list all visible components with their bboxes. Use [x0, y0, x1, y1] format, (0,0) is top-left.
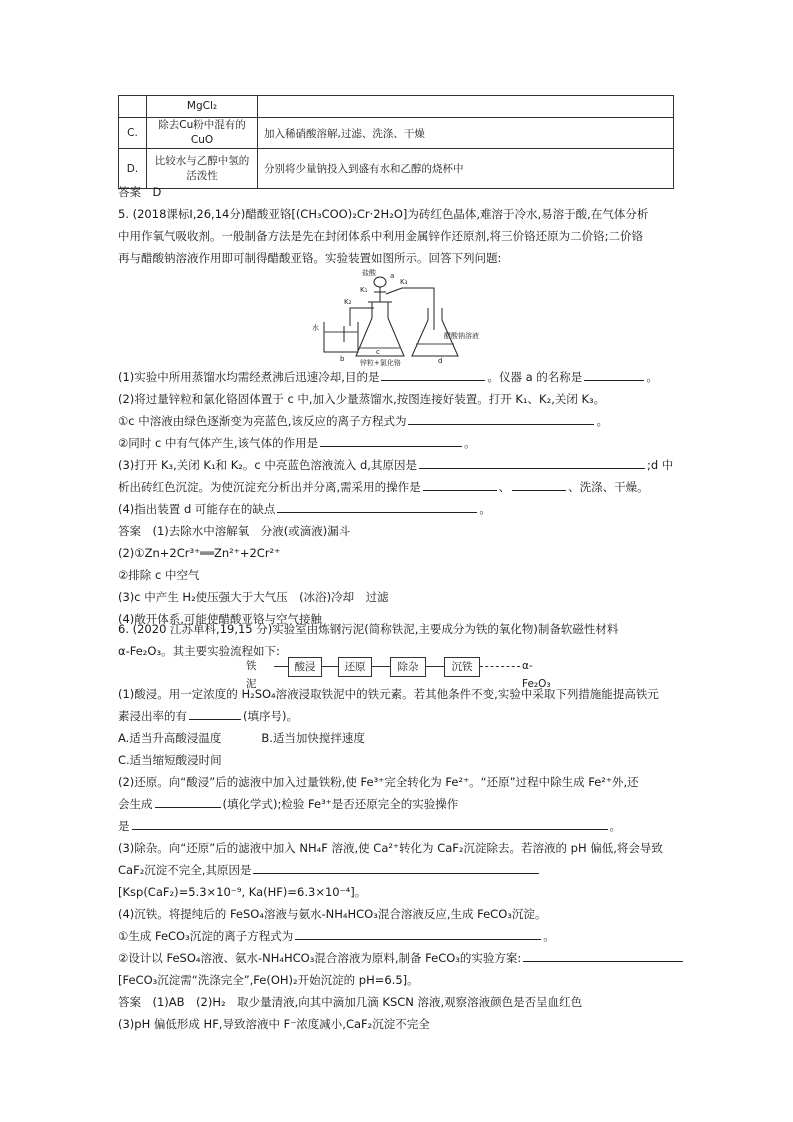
flow-step-reduce: 还原 [338, 657, 372, 677]
fig-label-naac: 醋酸钠溶液 [444, 332, 479, 340]
q6-answer-1: 答案 (1)AB (2)H₂ 取少量清液,向其中滴加几滴 KSCN 溶液,观察溶液颜色是否呈血红色 [118, 995, 583, 1009]
flow-start: 铁泥 [246, 660, 257, 690]
flow-arrow [274, 666, 288, 667]
option-c: C.适当缩短酸浸时间 [118, 753, 222, 767]
q6-part4-ii: ②设计以 FeSO₄溶液、氨水-NH₄HCO₃混合溶液为原料,制备 FeCO₃的实验方案: [118, 947, 685, 969]
option-task: 比较水与乙醇中氢的活泼性 [147, 149, 258, 189]
q6-stem-line1: 6. (2020 江苏单科,19,15 分)实验室由炼钢污泥(简称铁泥,主要成分为铁的氧化物)制备软磁性材料 [118, 622, 619, 636]
fig-label-k2: K₂ [344, 298, 352, 306]
q4-answer: 答案 D [118, 185, 162, 199]
q5-part3: (3)打开 K₃,关闭 K₁和 K₂。c 中亮蓝色溶液流入 d,其原因是 ;d 中 [118, 454, 673, 476]
q6-part4-ii-cont: [FeCO₃沉淀需“洗涤完全”,Fe(OH)₂开始沉淀的 pH=6.5]。 [118, 973, 419, 987]
flow-arrow [372, 666, 390, 667]
fig-label-b: b [340, 355, 345, 363]
q6-part4: (4)沉铁。将提纯后的 FeSO₄溶液与氨水-NH₄HCO₃混合溶液反应,生成 FeCO₃沉淀。 [118, 907, 547, 921]
option-method [258, 96, 674, 118]
answer-blank [295, 925, 541, 940]
q5-part2: (2)将过量锌粒和氯化铬固体置于 c 中,加入少量蒸馏水,按图连接好装置。打开 K₁、K₂,关闭 K₃。 [118, 392, 606, 406]
fig-label-d: d [438, 357, 443, 365]
q5-stem-line1: 5. (2018课标Ⅰ,26,14分)醋酸亚铬[(CH₃COO)₂Cr·2H₂O]为砖红色晶体,难溶于冷水,易溶于酸,在气体分析 [118, 207, 649, 221]
q5-answer-3: ②排除 c 中空气 [118, 568, 200, 582]
flow-step-precipitate: 沉铁 [444, 657, 480, 677]
answer-blank [155, 793, 221, 808]
q5-part3-cont: 析出砖红色沉淀。为使沉淀充分析出并分离,需采用的操作是 、 、洗涤、干燥。 [118, 476, 649, 498]
answer-blank [423, 476, 497, 491]
q6-part2-cont2: 是 。 [118, 815, 621, 837]
q5-stem-line2: 中用作氧气吸收剂。一般制备方法是先在封闭体系中利用金属锌作还原剂,将三价铬还原为二价铬;二价铬 [118, 229, 644, 243]
q6-part1-cont: 素浸出率的有 (填序号)。 [118, 705, 298, 727]
answer-blank [523, 947, 683, 962]
fig-label-c: c [376, 348, 380, 356]
q5-answer-4: (3)c 中产生 H₂使压强大于大气压 (冰浴)冷却 过滤 [118, 590, 389, 604]
apparatus-figure [310, 268, 490, 366]
option-method: 加入稀硝酸溶解,过滤、洗涤、干燥 [258, 118, 674, 149]
flow-arrow [322, 666, 338, 667]
flow-arrow [426, 666, 444, 667]
fig-label-k1: K₁ [360, 286, 368, 294]
q6-part2: (2)还原。向“酸浸”后的滤液中加入过量铁粉,使 Fe³⁺完全转化为 Fe²⁺。“还原”过程中除生成 Fe²⁺外,还 [118, 775, 639, 789]
answer-blank [320, 432, 462, 447]
answer-blank [512, 476, 566, 491]
q6-part2-cont: 会生成 (填化学式);检验 Fe³⁺是否还原完全的实验操作 [118, 793, 458, 815]
answer-blank [189, 705, 241, 720]
q6-part3-constants: [Ksp(CaF₂)=5.3×10⁻⁹, Ka(HF)=6.3×10⁻⁴]。 [118, 885, 367, 899]
q6-part3: (3)除杂。向“还原”后的滤液中加入 NH₄F 溶液,使 Ca²⁺转化为 CaF₂沉淀除去。若溶液的 pH 偏低,将会导致 [118, 841, 663, 855]
q5-part2-i: ①c 中溶液由绿色逐渐变为亮蓝色,该反应的离子方程式为 。 [118, 410, 608, 432]
q6-stem-line2: α-Fe₂O₃。其主要实验流程如下: [118, 644, 280, 658]
q6-options-ab [118, 727, 365, 749]
option-task: 除去Cu粉中混有的CuO [147, 118, 258, 149]
answer-blank [253, 859, 539, 874]
flow-step-purify: 除杂 [390, 657, 426, 677]
table-row [119, 118, 674, 149]
option-b: B.适当加快搅拌速度 [261, 731, 365, 745]
option-task: MgCl₂ [147, 96, 258, 118]
option-a: A.适当升高酸浸温度 [118, 731, 222, 745]
answer-blank [132, 815, 608, 830]
fig-label-water: 水 [312, 324, 319, 332]
answer-blank [277, 498, 477, 513]
flow-arrow [480, 666, 520, 667]
option-label: C. [119, 118, 147, 149]
q5-part2-ii: ②同时 c 中有气体产生,该气体的作用是 。 [118, 432, 476, 454]
q6-part1: (1)酸浸。用一定浓度的 H₂SO₄溶液浸取铁泥中的铁元素。若其他条件不变,实验中采取下列措施能提高铁元 [118, 687, 659, 701]
q5-answer-5: (4)敞开体系,可能使醋酸亚铬与空气接触 [118, 612, 322, 626]
flow-end: α-Fe₂O₃ [522, 660, 551, 690]
flow-step-acid-leach: 酸浸 [288, 657, 322, 677]
answer-blank [381, 366, 485, 381]
fig-label-hcl: 盐酸 [362, 269, 376, 277]
answer-blank [419, 454, 645, 469]
fig-label-k3: K₃ [400, 278, 408, 286]
q5-answer-2: (2)①Zn+2Cr³⁺══Zn²⁺+2Cr²⁺ [118, 546, 281, 560]
answer-blank [408, 410, 594, 425]
q5-part4: (4)指出装置 d 可能存在的缺点 。 [118, 498, 491, 520]
table-row [119, 149, 674, 189]
q6-part4-i: ①生成 FeCO₃沉淀的离子方程式为 。 [118, 925, 555, 947]
table-row [119, 96, 674, 118]
options-table [118, 95, 674, 189]
q5-part1: (1)实验中所用蒸馏水均需经煮沸后迅速冷却,目的是 。仪器 a 的名称是 。 [118, 366, 658, 388]
option-method: 分别将少量钠投入到盛有水和乙醇的烧杯中 [258, 149, 674, 189]
fig-label-zn: 锌粒+氯化铬 [360, 359, 401, 366]
option-label [119, 96, 147, 118]
answer-blank [584, 366, 644, 381]
q5-stem-line3: 再与醋酸钠溶液作用即可制得醋酸亚铬。实验装置如图所示。回答下列问题: [118, 251, 502, 265]
q6-part3-cont: CaF₂沉淀不完全,其原因是 [118, 859, 541, 881]
q6-answer-2: (3)pH 偏低形成 HF,导致溶液中 F⁻浓度减小,CaF₂沉淀不完全 [118, 1017, 430, 1031]
q5-answer-1: 答案 (1)去除水中溶解氧 分液(或滴液)漏斗 [118, 524, 351, 538]
fig-label-a: a [390, 272, 395, 280]
option-label: D. [119, 149, 147, 189]
